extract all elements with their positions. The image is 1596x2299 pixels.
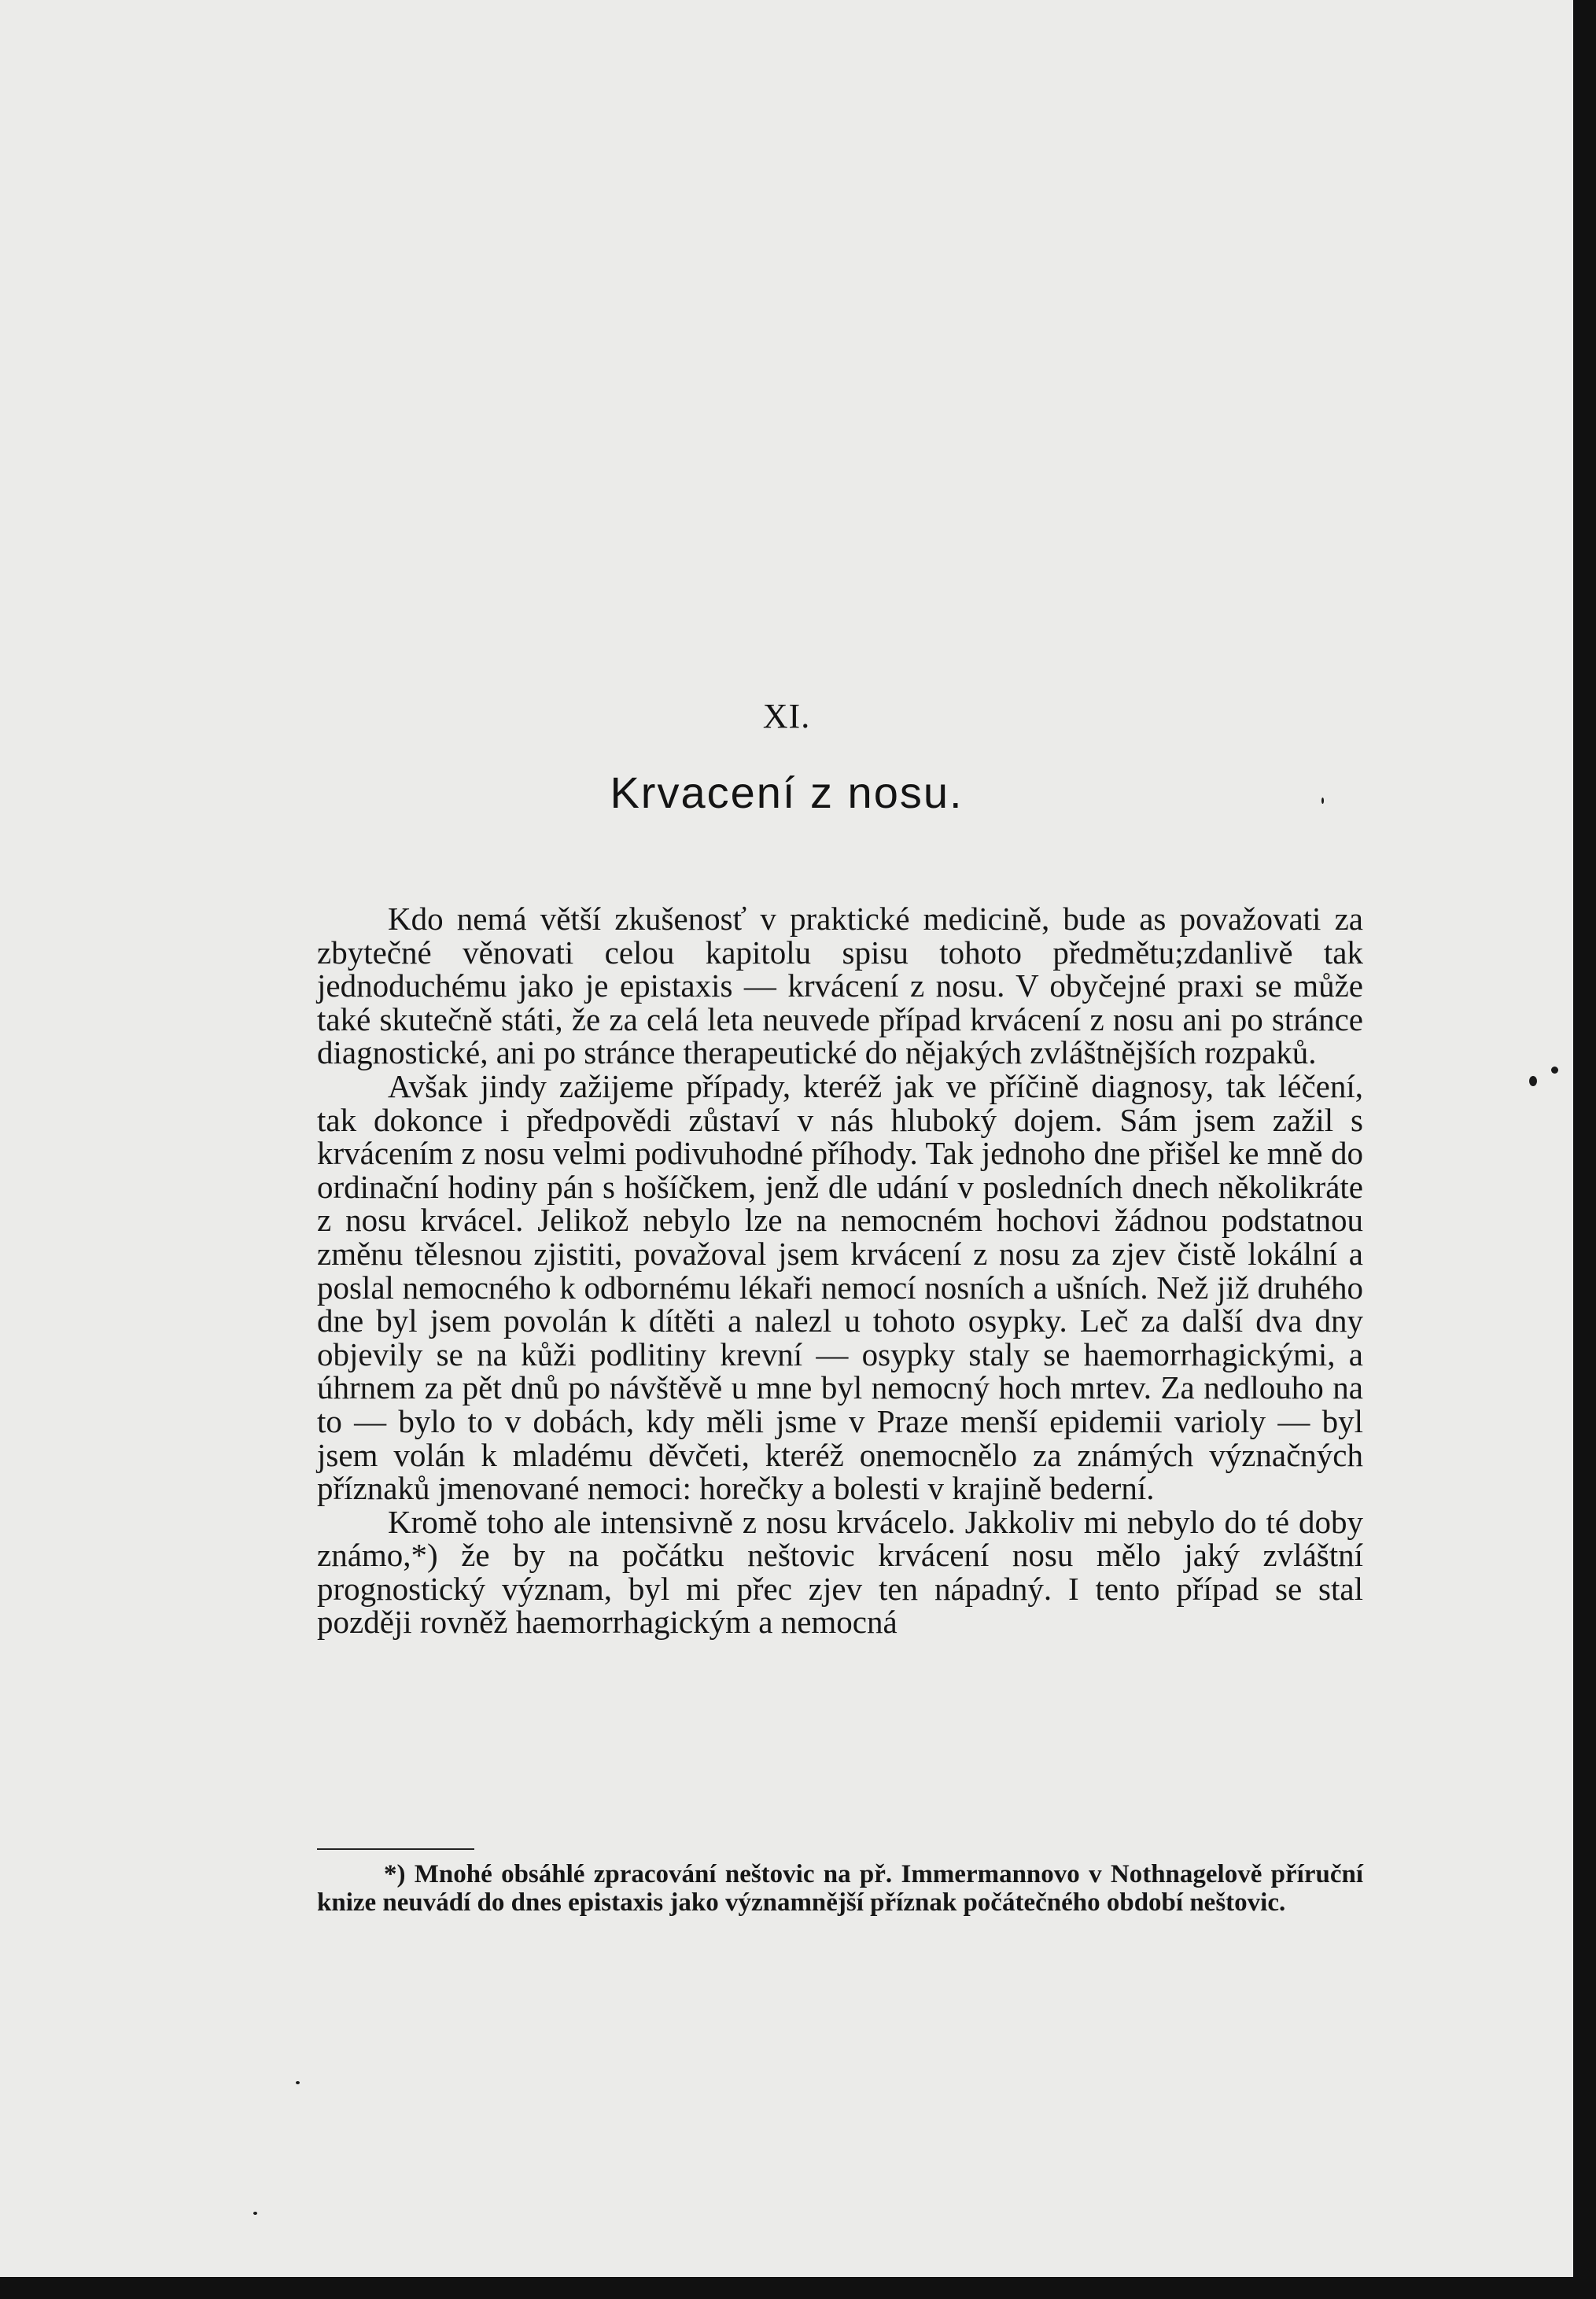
body-text bbox=[317, 902, 1363, 1639]
scan-speck bbox=[296, 2081, 300, 2084]
scan-speck bbox=[253, 2212, 257, 2215]
scan-speck bbox=[1321, 798, 1324, 804]
chapter-number: XI. bbox=[762, 697, 811, 735]
chapter-title: Krvacení z nosu. bbox=[610, 768, 964, 817]
footnote: *) Mnohé obsáhlé zpracování neštovic na př. Immermannovo v Nothnagelově příruční knize neuvádí do dnes epistaxis jako významnější příznak počátečného období neštovic. bbox=[317, 1860, 1363, 1917]
scan-speck bbox=[1529, 1076, 1537, 1086]
paragraph: Kromě toho ale intensivně z nosu krvácelo. Jakkoliv mi nebylo do té doby známo,*) že by na počátku neštovic krvácení nosu mělo jaký zvláštní prognostický význam, byl mi přec zjev ten nápadný. I tento případ se stal později rovněž haemorrhagickým a nemocná bbox=[317, 1503, 1363, 1641]
paragraph: Avšak jindy zažijeme případy, kteréž jak ve příčině diagnosy, tak léčení, tak dokonce i předpovědi zůstaví v nás hluboký dojem. Sám jsem zažil s krvácením z nosu velmi podivuhodné příhody. Tak jednoho dne přišel ke mně do ordinační hodiny pán s hošíčkem, jenž dle udání v posledních dnech několikráte z nosu krvácel. Jelikož nebylo lze na nemocném hochovi žádnou podstatnou změnu tělesnou zjistiti, považoval jsem krvácení z nosu za zjev čistě lokální a poslal nemocného k odbornému lékaři nemocí nosních a ušních. Než již druhého dne byl jsem povolán k dítěti a nalezl u tohoto osypky. Leč za další dva dny objevily se na kůži podlitiny krevní — osypky staly se haemorrhagickými, a úhrnem za pět dnů po návštěvě u mne byl nemocný hoch mrtev. Za nedlouho na to — bylo to v dobách, kdy měli jsme v Praze menší epidemii varioly — byl jsem volán k mladému děvčeti, kteréž onemocnělo za známých význačných příznaků jmenované nemoci: horečky a bolesti v krajině bederní. bbox=[317, 1067, 1363, 1507]
scan-edge-bottom bbox=[0, 2277, 1596, 2299]
footnote-divider bbox=[317, 1848, 474, 1850]
scan-edge-right bbox=[1573, 0, 1596, 2299]
paragraph: Kdo nemá větší zkušenosť v praktické medicině, bude as považovati za zbytečné věnovati celou kapitolu spisu tohoto předmětu;zdanlivě tak jednoduchému jako je epistaxis — krvácení z nosu. V obyčejné praxi se může také skutečně státi, že za celá leta neuvede případ krvácení z nosu ani po stránce diagnostické, ani po stránce therapeutické do nějakých zvláštnějších rozpaků. bbox=[317, 901, 1363, 1071]
scan-speck bbox=[1551, 1067, 1558, 1074]
